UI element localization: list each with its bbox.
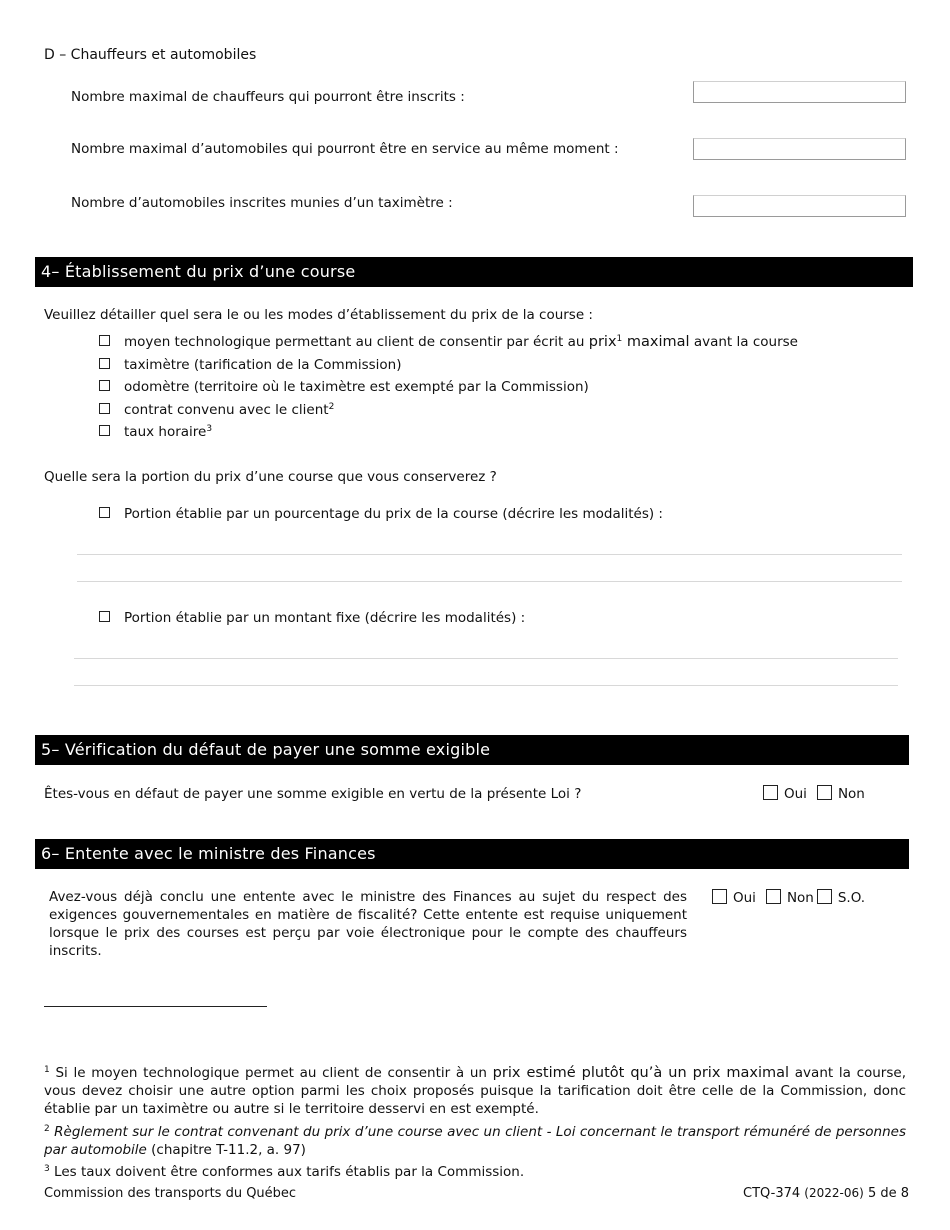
option-taximeter bbox=[99, 357, 402, 373]
percentage-details-line-2[interactable] bbox=[77, 581, 902, 582]
max-cars-label: Nombre maximal d’automobiles qui pourront être en service au même moment : bbox=[71, 141, 619, 157]
option-technology-text: moyen technologique permettant au client de consentir par écrit au bbox=[124, 334, 589, 350]
default-yes-checkbox[interactable] bbox=[763, 785, 778, 800]
form-code: CTQ-374 bbox=[743, 1186, 801, 1201]
footer-organization: Commission des transports du Québec bbox=[44, 1186, 297, 1201]
max-drivers-label: Nombre maximal de chauffeurs qui pourront être inscrits : bbox=[71, 89, 465, 105]
finance-yes-label: Oui bbox=[733, 890, 756, 906]
finance-no-label: Non bbox=[786, 890, 814, 906]
max-drivers-input[interactable] bbox=[693, 81, 906, 103]
footnote-ref-1: 1 bbox=[616, 334, 623, 344]
taximeter-cars-input[interactable] bbox=[693, 195, 906, 217]
price-portion-question: Quelle sera la portion du prix d’une course que vous conserverez ? bbox=[44, 469, 497, 485]
fixed-details-line-1[interactable] bbox=[74, 658, 898, 659]
footnote-1-text-b: prix estimé plutôt qu’à un prix maximal bbox=[492, 1065, 790, 1081]
default-no-checkbox[interactable] bbox=[817, 785, 832, 800]
pricing-mode-question: Veuillez détailler quel sera le ou les modes d’établissement du prix de la course : bbox=[44, 307, 593, 323]
portion-percentage-label: Portion établie par un pourcentage du prix de la course (décrire les modalités) : bbox=[124, 506, 663, 522]
footnote-1 bbox=[44, 1064, 906, 1118]
option-technology bbox=[99, 334, 798, 350]
contract-checkbox[interactable] bbox=[99, 403, 110, 414]
footnote-2-number: 2 bbox=[44, 1124, 50, 1134]
portion-fixed-label: Portion établie par un montant fixe (décrire les modalités) : bbox=[124, 610, 526, 626]
footnote-separator bbox=[44, 1006, 267, 1007]
default-payment-choices bbox=[763, 785, 875, 802]
footnote-3-number: 3 bbox=[44, 1164, 50, 1174]
finance-question-line-2: exigences gouvernementales en matière de fiscalité? Cette entente est requise uniquement bbox=[49, 907, 687, 923]
option-technology-prix: prix bbox=[588, 334, 617, 350]
option-contract-label: contrat convenu avec le client bbox=[124, 402, 329, 418]
option-hourly-label: taux horaire bbox=[124, 424, 207, 440]
option-technology-suffix: avant la course bbox=[689, 334, 798, 350]
form-date: (2022-06) bbox=[804, 1186, 864, 1200]
footnote-1-text-c: avant la course, vous devez choisir une autre option parmi les choix proposés puisque la tarification doit être celle de la Commission, donc établie par un taximètre ou autre si le territoire desservi en est exempté. bbox=[44, 1065, 906, 1117]
portion-fixed-checkbox[interactable] bbox=[99, 611, 110, 622]
default-payment-question: Êtes-vous en défaut de payer une somme exigible en vertu de la présente Loi ? bbox=[44, 786, 582, 802]
option-odometer bbox=[99, 379, 589, 395]
finance-no-checkbox[interactable] bbox=[766, 889, 781, 904]
section-d-title: D – Chauffeurs et automobiles bbox=[44, 47, 257, 63]
option-hourly bbox=[99, 424, 212, 440]
footnote-3-text: Les taux doivent être conformes aux tarifs établis par la Commission. bbox=[54, 1164, 525, 1180]
finance-na-checkbox[interactable] bbox=[817, 889, 832, 904]
max-cars-input[interactable] bbox=[693, 138, 906, 160]
section-6-header: 6– Entente avec le ministre des Finances bbox=[35, 839, 909, 869]
percentage-details-line-1[interactable] bbox=[77, 554, 902, 555]
option-portion-fixed bbox=[99, 610, 525, 626]
finance-question-line-4: inscrits. bbox=[49, 943, 102, 959]
finance-agreement-choices bbox=[712, 889, 875, 906]
footnote-ref-3: 3 bbox=[206, 424, 213, 434]
finance-yes-checkbox[interactable] bbox=[712, 889, 727, 904]
finance-question-line-1: Avez-vous déjà conclu une entente avec le ministre des Finances au sujet du respect des bbox=[49, 889, 687, 905]
footnote-2-reference: (chapitre T-11.2, a. 97) bbox=[146, 1142, 306, 1158]
section-5-header: 5– Vérification du défaut de payer une somme exigible bbox=[35, 735, 909, 765]
hourly-checkbox[interactable] bbox=[99, 425, 110, 436]
portion-percentage-checkbox[interactable] bbox=[99, 507, 110, 518]
odometer-checkbox[interactable] bbox=[99, 380, 110, 391]
page-number: 5 de 8 bbox=[867, 1186, 909, 1201]
option-taximeter-label: taximètre (tarification de la Commission) bbox=[124, 357, 402, 373]
footnote-2 bbox=[44, 1123, 906, 1159]
taximeter-checkbox[interactable] bbox=[99, 358, 110, 369]
option-contract bbox=[99, 402, 334, 418]
footnote-1-text-a: Si le moyen technologique permet au client de consentir à un bbox=[55, 1065, 493, 1081]
finance-na-label: S.O. bbox=[837, 890, 866, 906]
taximeter-cars-label: Nombre d’automobiles inscrites munies d’un taximètre : bbox=[71, 195, 453, 211]
footer-form-info bbox=[743, 1186, 909, 1201]
option-portion-percentage bbox=[99, 506, 663, 522]
footnote-ref-2: 2 bbox=[328, 402, 335, 412]
option-technology-maximal: maximal bbox=[622, 334, 690, 350]
fixed-details-line-2[interactable] bbox=[74, 685, 898, 686]
footnote-1-number: 1 bbox=[44, 1065, 50, 1075]
technology-checkbox[interactable] bbox=[99, 335, 110, 346]
default-yes-label: Oui bbox=[784, 786, 807, 802]
footnote-2-regulation-title: Règlement sur le contrat convenant du prix d’une course avec un client - Loi concernant le transport rémunéré de personnes par automobile bbox=[44, 1124, 906, 1158]
section-4-header: 4– Établissement du prix d’une course bbox=[35, 257, 913, 287]
option-odometer-label: odomètre (territoire où le taximètre est exempté par la Commission) bbox=[124, 379, 589, 395]
default-no-label: Non bbox=[837, 786, 865, 802]
finance-agreement-question bbox=[49, 888, 687, 960]
finance-question-line-3: lorsque le prix des courses est perçu par voie électronique pour le compte des chauffeurs bbox=[49, 925, 687, 941]
footnote-3 bbox=[44, 1163, 906, 1181]
